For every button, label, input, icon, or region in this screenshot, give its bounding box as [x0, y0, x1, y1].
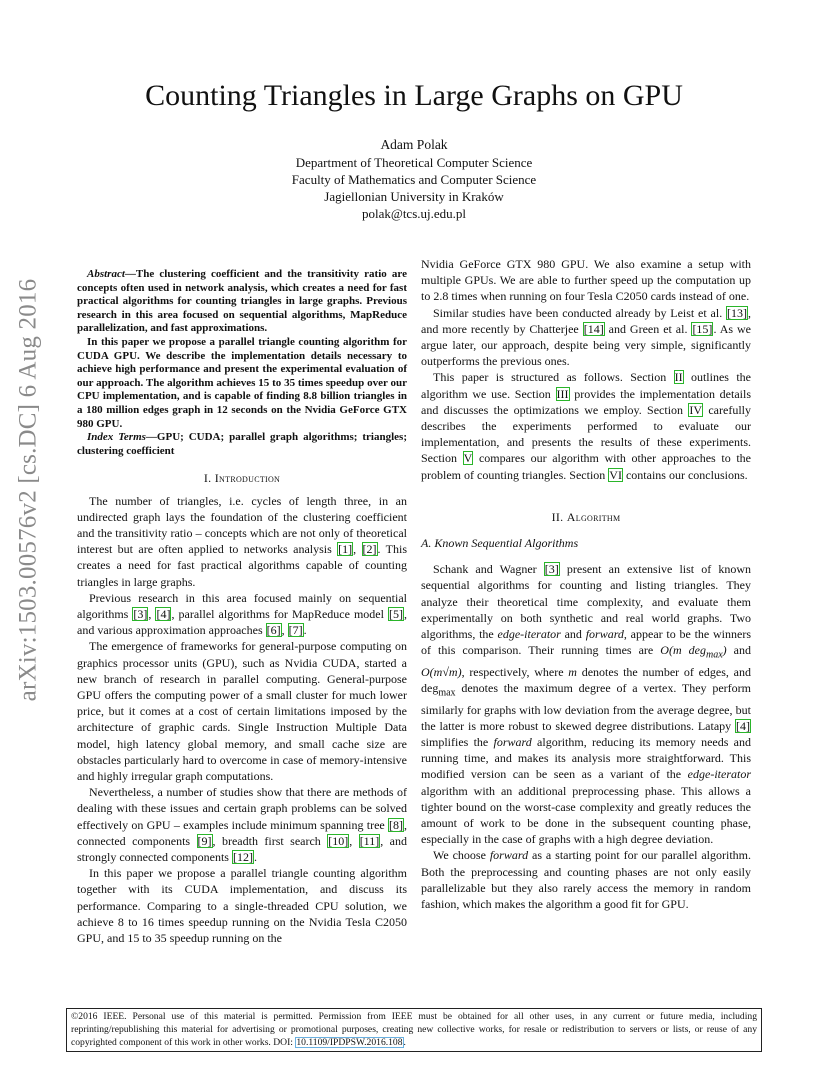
left-column [77, 268, 407, 946]
citation-link[interactable]: [3] [133, 606, 148, 621]
author-name: Adam Polak [380, 137, 448, 152]
degree-symbol: deg$_{max}$ [421, 681, 456, 699]
abstract-paragraph-2: In this paper we propose a parallel triangle counting algorithm for CUDA GPU. We describe the implementation details necessary to achieve high performance and present the experimental evaluation of our approach. The algorithm achieves 15 to 35 times speedup over our CPU implementation, and is capable of finding 8.8 billion triangles in a 180 million edges graph in 12 seconds on the Nvidia GeForce GTX 980 GPU. [77, 335, 407, 430]
intro-paragraph-1: The number of triangles, i.e. cycles of length three, in an undirected graph lays the foundation of the clustering coefficient and the transitivity ratio – concepts which are not only of theoretical interest but are often applied to networks analysis [1], [2]. This creates a need for fast practical algorithms capable of counting triangles in large graphs. [77, 493, 408, 589]
citation-link[interactable]: [5] [389, 606, 404, 621]
author-affiliation-2: Faculty of Mathematics and Computer Science [291, 172, 537, 187]
citation-link[interactable]: [11] [359, 833, 380, 848]
index-terms-label: Index Terms [87, 431, 146, 444]
section-link[interactable]: III [556, 386, 569, 401]
section-link[interactable]: V [463, 451, 473, 466]
intro-paragraph-3: The emergence of frameworks for general-purpose computing on graphics processor units (GPU), such as Nvidia CUDA, started a new branch of research in parallel computing. General-purpose GPU offers the computing power of a small cluster for much lower price, but it comes at a cost of certain limitations imposed by the architecture of graphic cards. Single Instruction Multiple Data model, high latency global memory, and small cache size are obstacles particularly hard to overcome in case of memory-intensive and highly irregular graph computations. [77, 639, 407, 783]
citation-link[interactable]: [4] [736, 718, 750, 733]
intro-paragraph-6: Similar studies have been conducted already by Leist et al. [13], and more recently by Chatterjee [14] and Green et al. [15]. As we argue later, our approach, despite being very simple, significantly outperforms the previous ones. [421, 305, 752, 369]
intro-paragraph-7: This paper is structured as follows. Section II outlines the algorithm we use. Section III provides the implementation details and discusses the optimizations we employ. Section IV carefully describes the experiments performed to evaluate our implementation, and presents the results of these experiments. Section V compares our algorithm with other approaches to the problem of counting triangles. Section VI contains our conclusions. [421, 370, 751, 482]
section-link[interactable]: II [674, 370, 683, 385]
abstract: Abstract—The clustering coefficient and the transitivity ratio are concepts often used in network analysis, which creates a need for fast practical algorithms for counting triangles in large graphs. Previous research in this area focused on sequential algorithms, MapReduce parallelization, and fast approximations. In this paper we propose a parallel triangle counting algorithm for CUDA GPU. We describe the implementation details necessary to achieve high performance and present the experimental evaluation of our approach. The algorithm achieves 15 to 35 times speedup over our CPU implementation, and is capable of finding 8.8 billion triangles in a 180 million edges graph in 12 seconds on the Nvidia GeForce GTX 980 GPU. Index Terms—GPU; CUDA; parallel graph algorithms; triangles; clustering coefficient [77, 268, 407, 457]
citation-link[interactable]: [4] [156, 606, 171, 621]
author-email[interactable]: polak@tcs.uj.edu.pl [361, 206, 467, 221]
section-link[interactable]: IV [689, 402, 703, 417]
citation-link[interactable]: [13] [727, 305, 747, 320]
author-affiliation-1: Department of Theoretical Computer Science [295, 155, 533, 170]
citation-link[interactable]: [9] [197, 833, 212, 848]
citation-link[interactable]: [10] [328, 833, 349, 848]
complexity-formula: O(m√m) [421, 664, 462, 679]
citation-link[interactable]: [1] [338, 542, 353, 557]
copyright-notice: ©2016 IEEE. Personal use of this material is permitted. Permission from IEEE must be obtained for all other uses, in any current or future media, including reprinting/republishing this material for advertising or promotional purposes, creating new collective works, for resale or redistribution to servers or lists, or reuse of any copyrighted component of this work in other works. DOI: 10.1109/IPDPSW.2016.108. [66, 1008, 762, 1052]
paper-title: Counting Triangles in Large Graphs on GPU [145, 79, 683, 112]
citation-link[interactable]: [7] [288, 623, 303, 638]
intro-paragraph-2: Previous research in this area focused mainly on sequential algorithms [3], [4], parallel algorithms for MapReduce model [5], and various approximation approaches [6], [7]. [77, 590, 408, 638]
citation-link[interactable]: [8] [389, 817, 403, 832]
section-heading-introduction: I. Introduction [203, 471, 281, 486]
author-block [60, 136, 768, 222]
citation-link[interactable]: [14] [583, 321, 604, 336]
citation-link[interactable]: [15] [692, 321, 713, 336]
algorithm-paragraph-2: We choose forward as a starting point for our parallel algorithm. Both the preprocessing and counting phases are not only easily parallelizable but they also rarely access the memory in random fashion, which makes the algorithm a good fit for GPU. [421, 848, 751, 912]
arxiv-stamp [8, 278, 48, 702]
citation-link[interactable]: [3] [544, 562, 559, 577]
doi-link[interactable]: 10.1109/IPDPSW.2016.108 [296, 1036, 403, 1048]
citation-link[interactable]: [6] [266, 623, 281, 638]
intro-paragraph-4: Nevertheless, a number of studies show that there are methods of dealing with these issues and certain graph problems can be solved effectively on GPU – examples include minimum spanning tree [8], connected components [9], breadth first search [10], [11], and strongly connected components [12]. [77, 785, 407, 864]
complexity-formula: O(m deg$_{max}$) [660, 643, 727, 661]
section-heading-algorithm: II. Algorithm [551, 509, 621, 524]
author-affiliation-3: Jagiellonian University in Kraków [324, 189, 504, 204]
citation-link[interactable]: [2] [362, 542, 377, 557]
abstract-paragraph-1: The clustering coefficient and the transitivity ratio are concepts often used in network analysis, which creates a need for fast practical algorithms for counting triangles in large graphs. Previous research in this area focused on sequential algorithms, MapReduce parallelization, and fast approximations. [77, 268, 407, 335]
citation-link[interactable]: [12] [232, 849, 253, 864]
algorithm-paragraph-1: Schank and Wagner [3] present an extensive list of known sequential algorithms for counting and listing triangles. They analyze their theoretical time complexity, and evaluate them experimentally on both synthetic and real world graphs. Two algorithms, the edge-iterator and forward, appear to be the winners of this comparison. Their running times are O(m deg$_{max}$) and O(m√m), respectively, where m denotes the number of edges, and deg$_{max}$ denotes the maximum degree of a vertex. They perform similarly for graphs with low deviation from the average degree, but the latter is more robust to skewed degree distributions. Latapy [4] simplifies the forward algorithm, reducing its memory needs and running time, and makes its analysis more straightforward. This modified version can be seen as a variant of the edge-iterator algorithm with an additional preprocessing phase. This allows a tighter bound on the worst-case complexity and greatly reduces the amount of work to be done in the subsequent counting phase, especially in the case of graphs with a high degree deviation. [421, 562, 751, 847]
abstract-label: Abstract [87, 268, 125, 280]
arxiv-identifier: arXiv:1503.00576v2 [cs.DC] 6 Aug 2016 [14, 278, 41, 702]
right-column [421, 256, 751, 912]
intro-paragraph-5-continued: Nvidia GeForce GTX 980 GPU. We also examine a setup with multiple GPUs. We are able to further speed up the computation up to 2.8 times when running on four Tesla C2050 cards instead of one. [421, 257, 751, 304]
index-terms: GPU; CUDA; parallel graph algorithms; triangles; clustering coefficient [77, 431, 407, 457]
intro-paragraph-5: In this paper we propose a parallel triangle counting algorithm together with its CUDA implementation, and discuss its performance. Comparing to a single-threaded CPU solution, we achieve 8 to 16 times speedup running on the Nvidia Tesla C2050 GPU, and 15 to 35 speedup running on the [77, 866, 407, 945]
section-link[interactable]: VI [609, 467, 622, 482]
subsection-heading-known-sequential: A. Known Sequential Algorithms [421, 536, 579, 551]
